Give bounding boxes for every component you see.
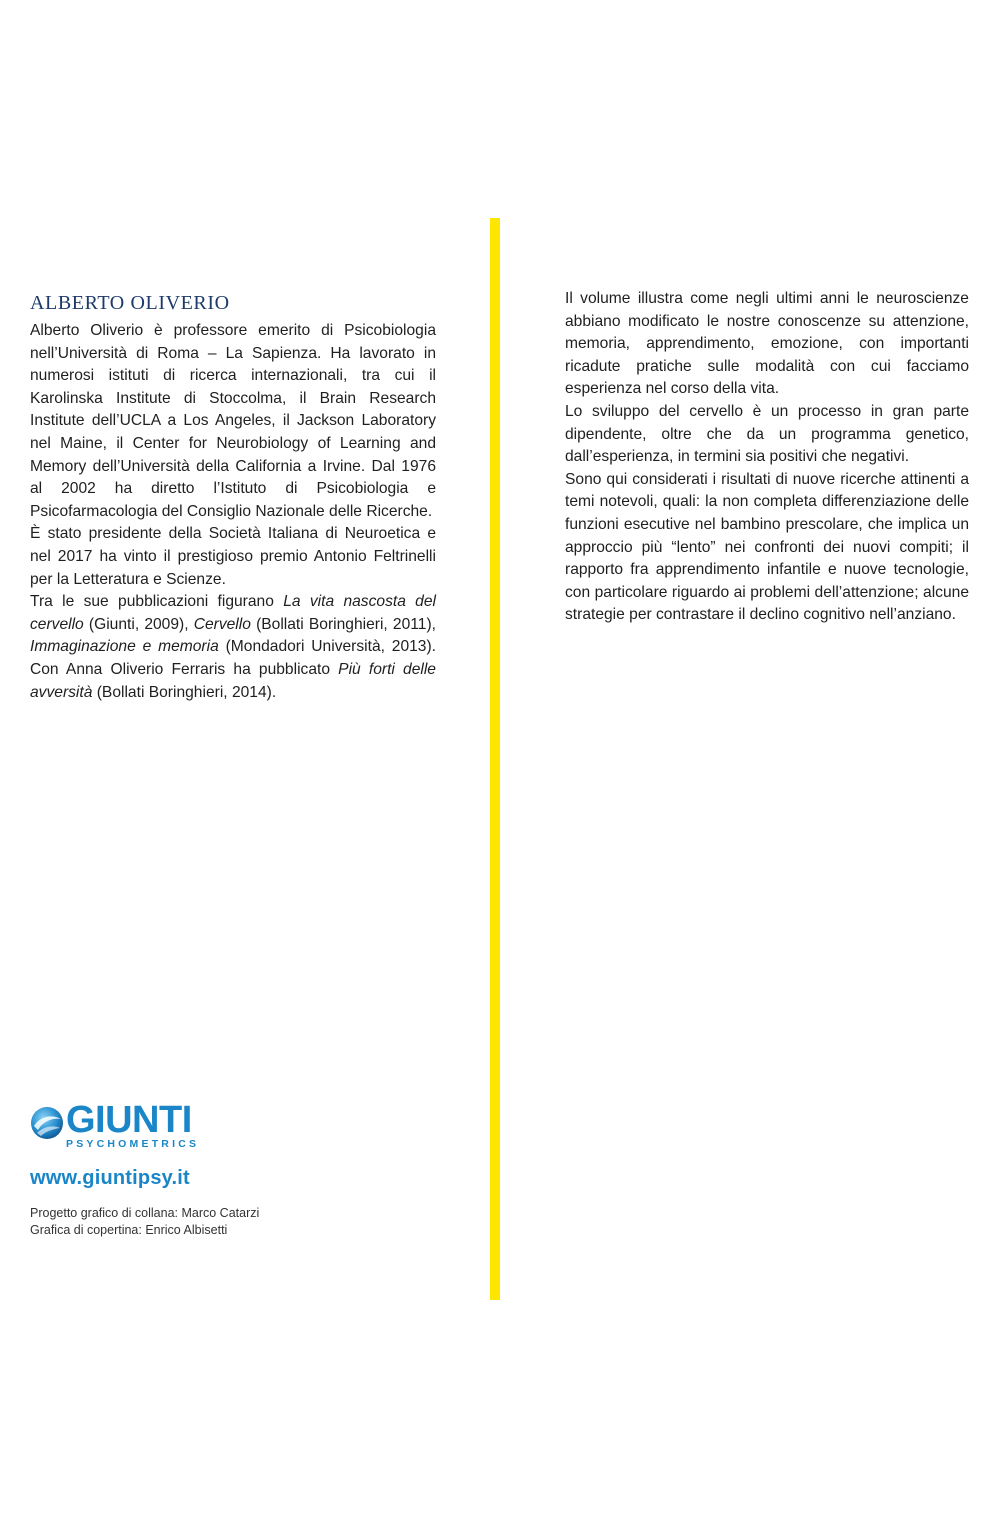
bio-text: (Bollati Boringhieri, 2014). [92, 683, 277, 701]
logo-wordmark: GIUNTI [66, 1099, 192, 1141]
globe-swirl-icon [30, 1106, 64, 1140]
author-bio [30, 320, 436, 704]
publisher-website-link[interactable]: www.giuntipsy.it [30, 1167, 190, 1189]
book-title: Cervello [193, 615, 251, 633]
book-title: Più forti delle avversità [30, 660, 436, 701]
bio-publications [30, 591, 436, 704]
book-description [565, 288, 969, 627]
bio-text: Tra le sue pubblicazioni figurano [30, 593, 284, 611]
description-paragraph: Lo sviluppo del cervello è un processo in gran parte dipendente, oltre che da un programma genetico, dall’esperienza, in termini sia positivi che negativi. [565, 402, 969, 466]
cover-design-credit: Grafica di copertina: Enrico Albisetti [30, 1223, 228, 1237]
logo-subtitle: PSYCHOMETRICS [66, 1138, 200, 1150]
design-credits [30, 1205, 259, 1239]
book-title: La vita nascosta del cervello [30, 593, 436, 633]
description-paragraph: Il volume illustra come negli ultimi anni le neuroscienze abbiano modificato le nostre conoscenze su attenzione, memoria, apprendimento, emozione, con importanti ricadute pratiche sulle modalità con cui facciamo esperienza nel corso della vita. [565, 290, 969, 398]
description-paragraph: Sono qui considerati i risultati di nuove ricerche attinenti a temi notevoli, quali: la non completa differenziazione delle funzioni esecutive nel bambino prescolare, che implica un approccio più “lento” nei confronti dei nuovi compiti; il rapporto fra apprendimento infantile e nuove tecnologie, con particolare riguardo ai problemi dell’attenzione; alcune strategie per contrastare il declino cognitivo nell’anziano. [565, 470, 969, 624]
bio-paragraph: È stato presidente della Società Italiana di Neuroetica e nel 2017 ha vinto il prestigioso premio Antonio Feltrinelli per la Letteratura e Scienze. [30, 525, 436, 588]
bio-paragraph: Alberto Oliverio è professore emerito di Psicobiologia nell’Università di Roma – La Sapienza. Ha lavorato in numerosi istituti di ricerca internazionali, tra cui il Karolinska Institute di Stoccolma, il Brain Research Institute dell’UCLA a Los Angeles, il Jackson Laboratory nel Maine, il Center for Neurobiology of Learning and Memory dell’Università della California a Irvine. Dal 1976 al 2002 ha diretto l’Istituto di Psicobiologia e Psicofarmacologia del Consiglio Nazionale delle Ricerche. [30, 322, 436, 520]
bio-text: (Mondadori Università, 2013). Con Anna Oliverio Ferraris ha pubblicato [30, 638, 436, 678]
series-design-credit: Progetto grafico di collana: Marco Catarzi [30, 1206, 260, 1220]
book-title: Immaginazione e memoria [30, 638, 219, 656]
author-name: ALBERTO OLIVERIO [30, 292, 230, 314]
bio-text: (Bollati Boringhieri, 2011), [250, 615, 436, 633]
bio-text: (Giunti, 2009), [83, 615, 194, 633]
giunti-psychometrics-logo [30, 1099, 210, 1154]
yellow-divider [490, 218, 500, 1300]
